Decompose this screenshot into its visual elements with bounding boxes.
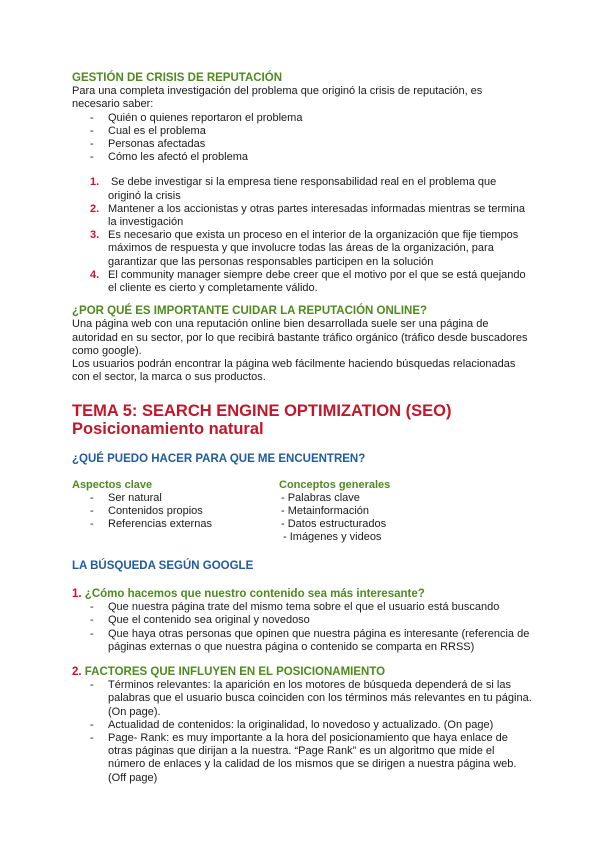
section-number: 1. <box>72 587 82 600</box>
list-item: - Datos estructurados <box>281 518 387 531</box>
list-item: - Actualidad de contenidos: la originalidad, lo novedoso y actualizado. (On page) <box>72 719 532 732</box>
list-item: - Contenidos propios <box>72 505 279 518</box>
step-number: 1. <box>90 176 100 189</box>
why-heading: ¿POR QUÉ ES IMPORTANTE CUIDAR LA REPUTACIÓN ONLINE? <box>72 305 428 318</box>
tema-title: TEMA 5: SEARCH ENGINE OPTIMIZATION (SEO) <box>72 402 452 421</box>
list-item: - Cual es el problema <box>72 125 532 138</box>
list-item: - Metainformación <box>281 505 370 518</box>
why-paragraph-1: Una página web con una reputación online bien desarrollada suele ser una página de autoridad en su sector, por lo que recibirá bastante tráfico orgánico (tráfico desde buscadores como google). <box>72 318 528 357</box>
que-heading: ¿QUÉ PUEDO HACER PARA QUE ME ENCUENTREN? <box>72 453 366 466</box>
step-text: Es necesario que exista un proceso en el interior de la organización que fije tiempos máximos de respuesta y que involucre todas las áreas de la organización, para garantizar que las personas responsables participen en la solución <box>108 229 519 268</box>
list-item <box>72 176 532 202</box>
step-text: Mantener a los accionistas y otras partes interesadas informadas mientras se termina la investigación <box>108 202 525 229</box>
busqueda-section-1-heading <box>72 588 532 601</box>
step-text: El community manager siempre debe creer que el motivo por el que se está quejando el cliente es cierto y completamente válido. <box>108 268 526 295</box>
list-item: - Page- Rank: es muy importante a la hora del posicionamiento que haya enlace de otras páginas que dirijan a la nuestra. “Page Rank” es un algoritmo que mide el número de enlaces y la calidad de los mismos que se dirigen a nuestra página web. (Off page) <box>72 732 532 785</box>
step-text: Se debe investigar si la empresa tiene responsabilidad real en el problema que originó la crisis <box>108 176 497 202</box>
busqueda-section-1-list <box>72 601 532 654</box>
crisis-heading: GESTIÓN DE CRISIS DE REPUTACIÓN <box>72 72 283 84</box>
conceptos-generales-heading: Conceptos generales <box>279 478 391 491</box>
step-number: 3. <box>90 229 100 242</box>
tema-subtitle: Posicionamiento natural <box>72 420 264 439</box>
document-page <box>72 72 532 785</box>
busqueda-section-2-heading <box>72 666 532 679</box>
list-item: - Ser natural <box>72 492 279 505</box>
list-item: - Personas afectadas <box>72 138 532 151</box>
aspectos-clave-column <box>72 479 279 545</box>
section-number: 2. <box>72 665 82 678</box>
list-item: - Referencias externas <box>72 518 279 531</box>
list-item <box>72 203 532 229</box>
list-item <box>72 229 532 269</box>
conceptos-generales-column <box>279 479 479 545</box>
list-item: - Cómo les afectó el problema <box>72 151 532 164</box>
crisis-bullet-list <box>72 112 532 165</box>
busqueda-section-2-list <box>72 679 532 785</box>
list-item: - Que haya otras personas que opinen que nuestra página es interesante (referencia de páginas externas o que nuestra página o contenido se comparta en RRSS) <box>72 628 532 654</box>
busqueda-heading: LA BÚSQUEDA SEGÚN GOOGLE <box>72 559 254 572</box>
aspectos-clave-list <box>72 492 279 532</box>
crisis-steps-list <box>72 176 532 295</box>
list-item: - Palabras clave <box>281 491 360 504</box>
why-paragraph-2: Los usuarios podrán encontrar la página web fácilmente haciendo búsquedas relacionadas con el sector, la marca o sus productos. <box>72 358 516 384</box>
crisis-intro: Para una completa investigación del problema que originó la crisis de reputación, es necesario saber: <box>72 85 483 111</box>
list-item: - Quién o quienes reportaron el problema <box>72 112 532 125</box>
list-item: - Que nuestra página trate del mismo tema sobre el que el usuario está buscando <box>72 601 532 614</box>
list-item: - Que el contenido sea original y novedoso <box>72 614 532 627</box>
aspects-columns <box>72 479 532 545</box>
list-item: - Términos relevantes: la aparición en los motores de búsqueda dependerá de si las palabras que el usuario busca coinciden con los términos más relevantes en tu página. (On page). <box>72 679 532 719</box>
step-number: 2. <box>90 202 100 215</box>
step-number: 4. <box>90 268 100 281</box>
conceptos-generales-list <box>279 492 479 545</box>
section-title: ¿Cómo hacemos que nuestro contenido sea más interesante? <box>84 587 425 600</box>
list-item: - Imágenes y videos <box>283 531 382 544</box>
aspectos-clave-heading: Aspectos clave <box>72 478 153 491</box>
section-title: FACTORES QUE INFLUYEN EN EL POSICIONAMIENTO <box>84 665 386 678</box>
list-item <box>72 269 532 295</box>
